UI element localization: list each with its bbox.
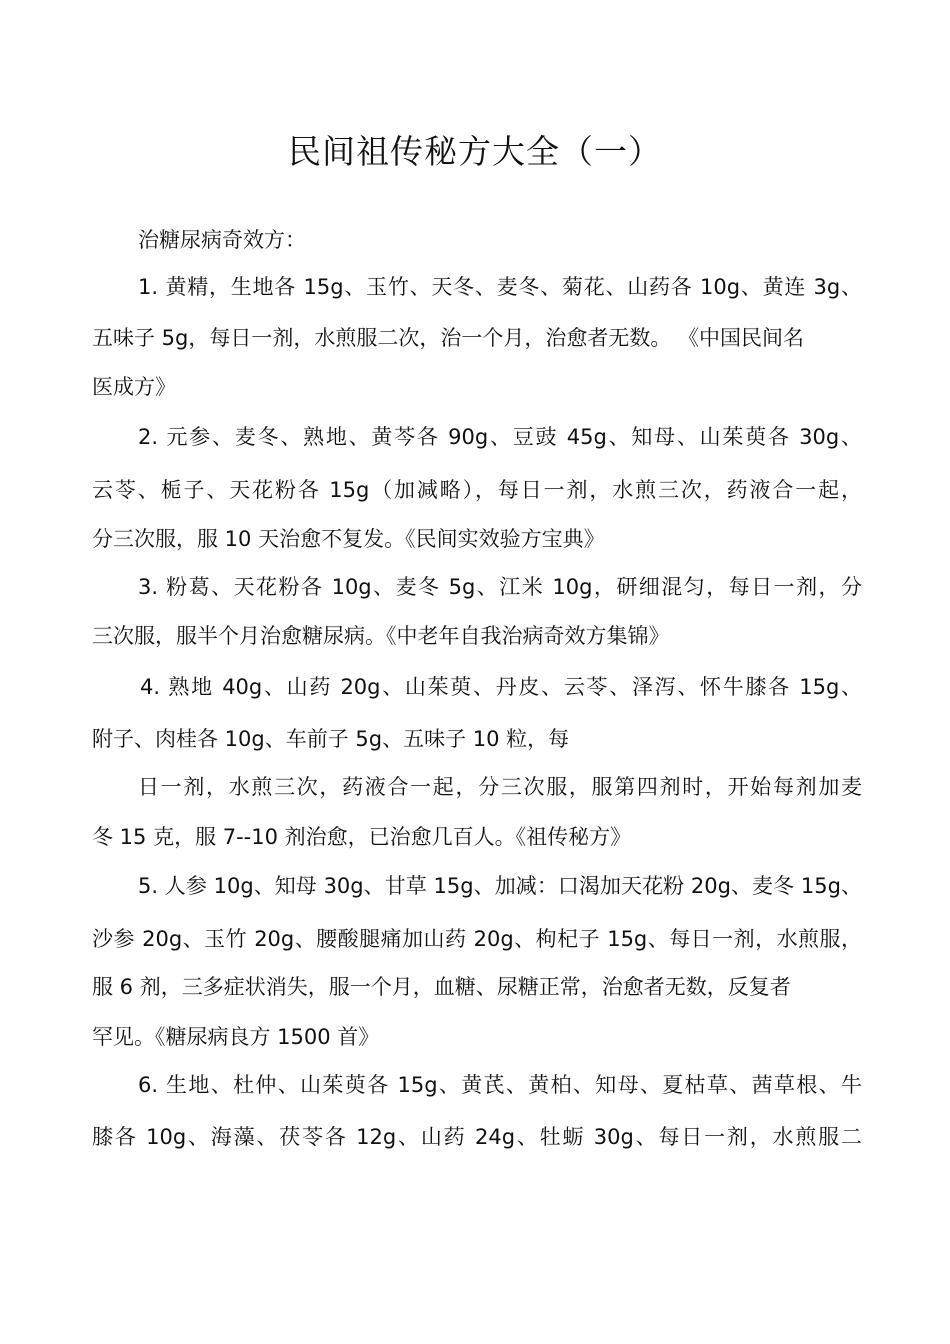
section-heading: 治糖尿病奇效方： xyxy=(138,228,306,252)
page-title: 民间祖传秘方大全（一） xyxy=(288,132,662,171)
text-line: 1. 黄精，生地各 15g、玉竹、天冬、麦冬、菊花、山药各 10g、黄连 3g、 xyxy=(138,275,862,299)
text-line: 三次服，服半个月治愈糖尿病。《中老年自我治病奇效方集锦》 xyxy=(92,624,670,648)
text-line: 膝各 10g、海藻、茯苓各 12g、山药 24g、牡蛎 30g、每日一剂，水煎服二 xyxy=(92,1125,862,1149)
text-line: 服 6 剂，三多症状消失，服一个月，血糖、尿糖正常，治愈者无数，反复者 xyxy=(92,975,791,999)
text-line: 5. 人参 10g、知母 30g、甘草 15g、加减：口渴加天花粉 20g、麦冬 15g、 xyxy=(138,874,862,898)
text-line: 沙参 20g、玉竹 20g、腰酸腿痛加山药 20g、枸杞子 15g、每日一剂，水煎服， xyxy=(92,927,862,951)
text-line: 附子、肉桂各 10g、车前子 5g、五味子 10 粒，每 xyxy=(92,727,570,751)
text-line: 2. 元参、麦冬、熟地、黄芩各 90g、豆豉 45g、知母、山茱萸各 30g、 xyxy=(138,425,862,449)
text-line: 罕见。《糖尿病良方 1500 首》 xyxy=(92,1025,380,1049)
text-line: 冬 15 克，服 7--10 剂治愈，已治愈几百人。《祖传秘方》 xyxy=(92,825,632,849)
text-line: 医成方》 xyxy=(92,375,176,399)
text-line: 日一剂，水煎三次，药液合一起，分三次服，服第四剂时，开始每剂加麦 xyxy=(138,775,862,799)
text-line: 4. 熟地 40g、山药 20g、山茱萸、丹皮、云苓、泽泻、怀牛膝各 15g、 xyxy=(140,675,862,699)
text-line: 6. 生地、杜仲、山茱萸各 15g、黄芪、黄柏、知母、夏枯草、茜草根、牛 xyxy=(138,1073,862,1097)
text-line: 五味子 5g，每日一剂，水煎服二次，治一个月，治愈者无数。 《中国民间名 xyxy=(92,326,805,350)
text-line: 3. 粉葛、天花粉各 10g、麦冬 5g、江米 10g，研细混匀，每日一剂，分 xyxy=(138,575,862,599)
text-line: 分三次服，服 10 天治愈不复发。《民间实效验方宝典》 xyxy=(92,527,605,551)
text-line: 云苓、栀子、天花粉各 15g（加减略），每日一剂，水煎三次，药液合一起， xyxy=(92,478,862,502)
